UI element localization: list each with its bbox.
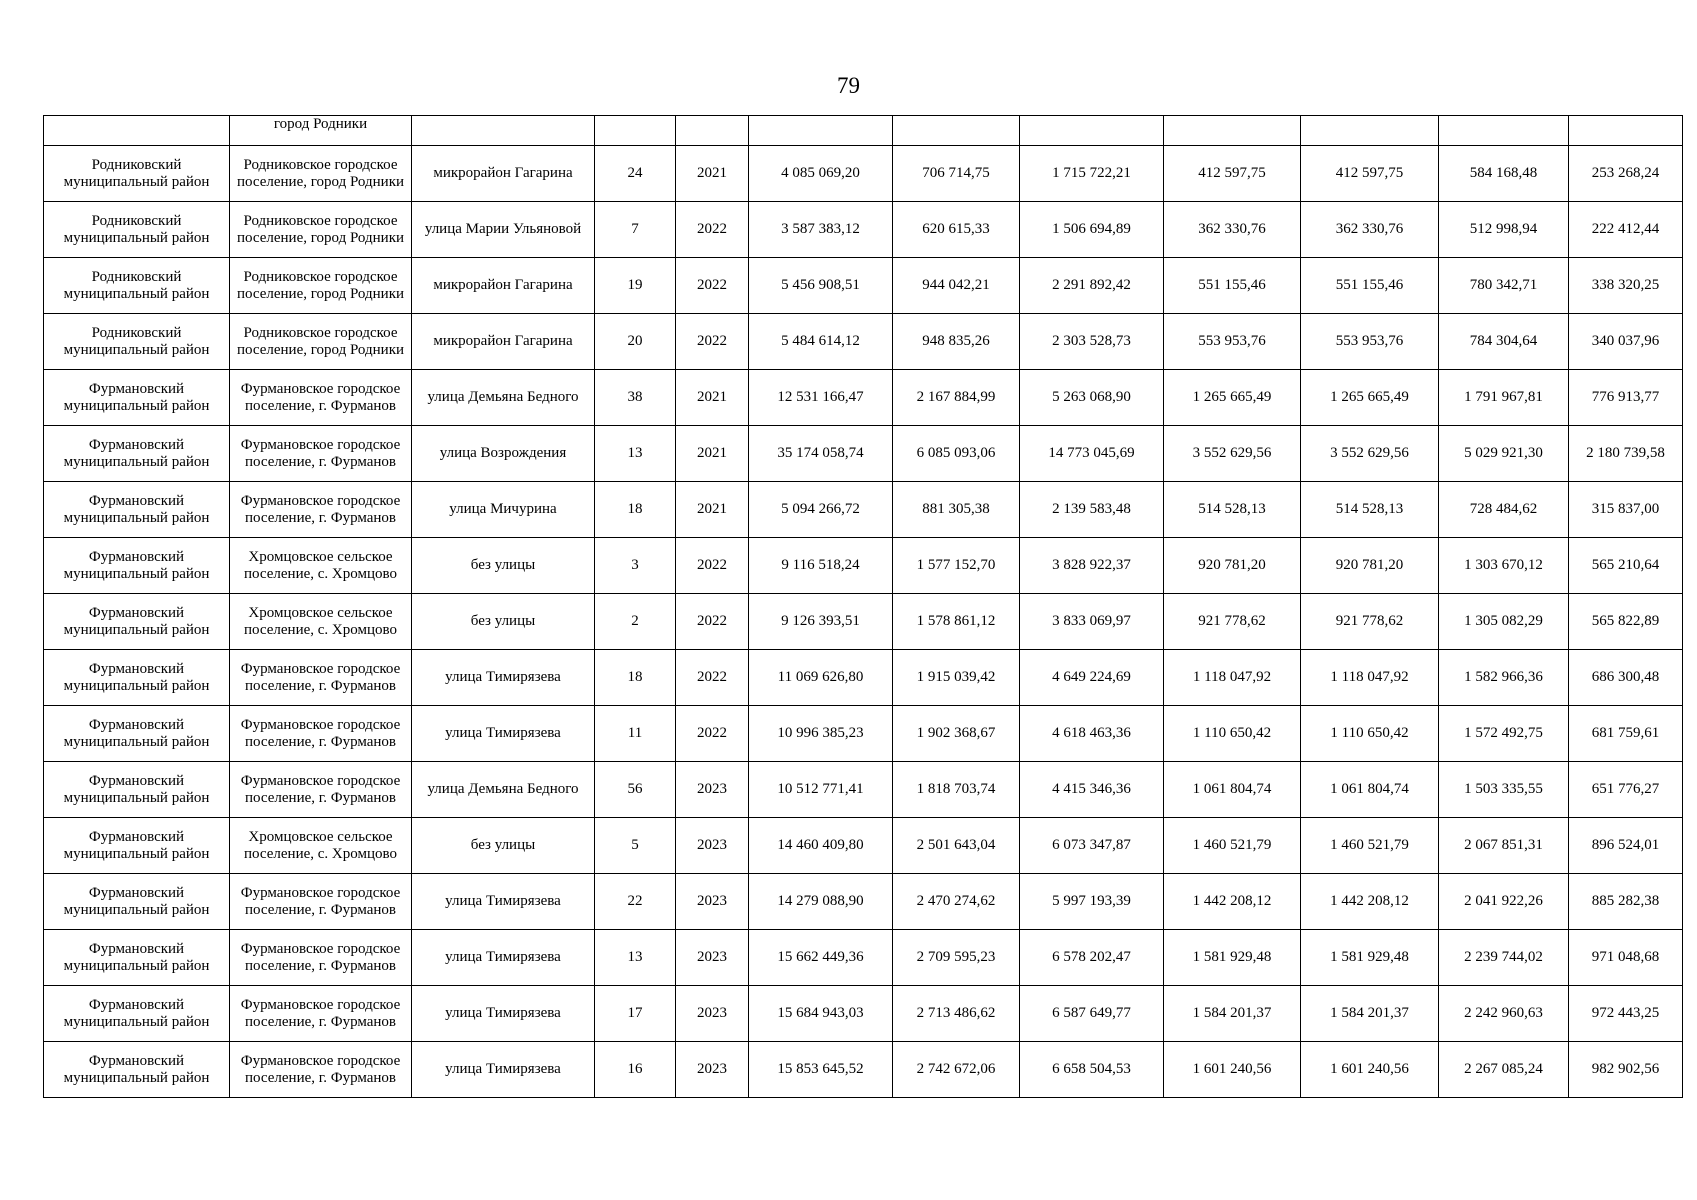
cell-cost-1: 2 501 643,04 <box>893 818 1020 874</box>
cell-district: Фурмановский муниципальный район <box>44 874 230 930</box>
cell-year: 2022 <box>676 258 749 314</box>
cell-cost-6: 565 210,64 <box>1569 538 1683 594</box>
table-row <box>44 594 1683 650</box>
table-row <box>44 426 1683 482</box>
cell-year: 2021 <box>676 370 749 426</box>
cell-cost-5: 5 029 921,30 <box>1439 426 1569 482</box>
cell-cost-6: 651 776,27 <box>1569 762 1683 818</box>
cell-cost-5: 2 239 744,02 <box>1439 930 1569 986</box>
cell-total-cost: 4 085 069,20 <box>749 146 893 202</box>
cell-street: без улицы <box>412 818 595 874</box>
cell-cost-2: 4 618 463,36 <box>1020 706 1164 762</box>
cell-cost-1: 2 742 672,06 <box>893 1042 1020 1098</box>
cell-total-cost: 11 069 626,80 <box>749 650 893 706</box>
cell-total-cost: 15 684 943,03 <box>749 986 893 1042</box>
cell-cost-4: 1 118 047,92 <box>1301 650 1439 706</box>
cell-cost-6: 222 412,44 <box>1569 202 1683 258</box>
cell-cost-5: 2 242 960,63 <box>1439 986 1569 1042</box>
cell-cost-4: 514 528,13 <box>1301 482 1439 538</box>
cell-district: Фурмановский муниципальный район <box>44 650 230 706</box>
cell-cost-1: 620 615,33 <box>893 202 1020 258</box>
cell-cost-1: 948 835,26 <box>893 314 1020 370</box>
cell-cost-2: 14 773 045,69 <box>1020 426 1164 482</box>
cell-cost-2: 2 291 892,42 <box>1020 258 1164 314</box>
cell-year: 2023 <box>676 986 749 1042</box>
cell-settlement: Хромцовское сельское поселение, с. Хромцово <box>230 818 412 874</box>
register-table <box>43 115 1683 1098</box>
table-row <box>44 314 1683 370</box>
cell-cost-6: 340 037,96 <box>1569 314 1683 370</box>
cell-settlement: город Родники <box>230 116 412 146</box>
cell-district: Фурмановский муниципальный район <box>44 986 230 1042</box>
cell-cost-3: 921 778,62 <box>1164 594 1301 650</box>
cell-total-cost: 3 587 383,12 <box>749 202 893 258</box>
cell-cost-3: 514 528,13 <box>1164 482 1301 538</box>
cell-cost-4: 412 597,75 <box>1301 146 1439 202</box>
cell-total-cost: 5 456 908,51 <box>749 258 893 314</box>
cell-street: улица Тимирязева <box>412 930 595 986</box>
cell-street: без улицы <box>412 594 595 650</box>
cell-cost-4: 3 552 629,56 <box>1301 426 1439 482</box>
cell-year <box>676 116 749 146</box>
cell-cost-5: 1 572 492,75 <box>1439 706 1569 762</box>
table-row <box>44 930 1683 986</box>
cell-total-cost: 5 094 266,72 <box>749 482 893 538</box>
cell-cost-1: 881 305,38 <box>893 482 1020 538</box>
cell-district: Родниковский муниципальный район <box>44 314 230 370</box>
cell-cost-4: 1 061 804,74 <box>1301 762 1439 818</box>
cell-year: 2023 <box>676 1042 749 1098</box>
cell-settlement: Родниковское городское поселение, город Родники <box>230 202 412 258</box>
cell-cost-6: 2 180 739,58 <box>1569 426 1683 482</box>
cell-district: Родниковский муниципальный район <box>44 258 230 314</box>
cell-year: 2022 <box>676 538 749 594</box>
cell-cost-4 <box>1301 116 1439 146</box>
cell-cost-2: 6 578 202,47 <box>1020 930 1164 986</box>
cell-cost-5: 2 041 922,26 <box>1439 874 1569 930</box>
cell-cost-6: 982 902,56 <box>1569 1042 1683 1098</box>
cell-cost-2: 6 658 504,53 <box>1020 1042 1164 1098</box>
cell-district: Фурмановский муниципальный район <box>44 762 230 818</box>
cell-house: 7 <box>595 202 676 258</box>
cell-settlement: Фурмановское городское поселение, г. Фурманов <box>230 426 412 482</box>
cell-street: микрорайон Гагарина <box>412 258 595 314</box>
table-row <box>44 1042 1683 1098</box>
cell-house: 56 <box>595 762 676 818</box>
cell-cost-1: 706 714,75 <box>893 146 1020 202</box>
cell-cost-5: 1 503 335,55 <box>1439 762 1569 818</box>
cell-house: 22 <box>595 874 676 930</box>
cell-cost-4: 1 581 929,48 <box>1301 930 1439 986</box>
cell-cost-4: 553 953,76 <box>1301 314 1439 370</box>
cell-street: улица Демьяна Бедного <box>412 762 595 818</box>
cell-year: 2022 <box>676 594 749 650</box>
cell-street: улица Тимирязева <box>412 706 595 762</box>
cell-settlement: Хромцовское сельское поселение, с. Хромцово <box>230 538 412 594</box>
table-row <box>44 538 1683 594</box>
cell-street <box>412 116 595 146</box>
cell-cost-2: 3 833 069,97 <box>1020 594 1164 650</box>
cell-cost-6: 776 913,77 <box>1569 370 1683 426</box>
cell-house: 16 <box>595 1042 676 1098</box>
cell-total-cost: 14 460 409,80 <box>749 818 893 874</box>
cell-district: Фурмановский муниципальный район <box>44 1042 230 1098</box>
cell-total-cost: 5 484 614,12 <box>749 314 893 370</box>
cell-cost-2: 2 303 528,73 <box>1020 314 1164 370</box>
cell-year: 2021 <box>676 482 749 538</box>
cell-cost-6: 338 320,25 <box>1569 258 1683 314</box>
cell-settlement: Родниковское городское поселение, город Родники <box>230 258 412 314</box>
cell-house: 18 <box>595 482 676 538</box>
cell-street: микрорайон Гагарина <box>412 314 595 370</box>
cell-total-cost: 15 853 645,52 <box>749 1042 893 1098</box>
cell-settlement: Фурмановское городское поселение, г. Фурманов <box>230 874 412 930</box>
cell-house: 13 <box>595 426 676 482</box>
cell-cost-6: 315 837,00 <box>1569 482 1683 538</box>
cell-cost-4: 1 460 521,79 <box>1301 818 1439 874</box>
table-row <box>44 986 1683 1042</box>
cell-total-cost: 15 662 449,36 <box>749 930 893 986</box>
cell-settlement: Фурмановское городское поселение, г. Фурманов <box>230 986 412 1042</box>
table-row <box>44 874 1683 930</box>
cell-cost-6: 681 759,61 <box>1569 706 1683 762</box>
cell-cost-4: 1 584 201,37 <box>1301 986 1439 1042</box>
cell-cost-2: 6 587 649,77 <box>1020 986 1164 1042</box>
cell-street: улица Марии Ульяновой <box>412 202 595 258</box>
cell-cost-1: 2 470 274,62 <box>893 874 1020 930</box>
table-row <box>44 650 1683 706</box>
cell-total-cost: 9 116 518,24 <box>749 538 893 594</box>
cell-cost-3: 1 061 804,74 <box>1164 762 1301 818</box>
cell-cost-1: 1 818 703,74 <box>893 762 1020 818</box>
cell-cost-5: 1 791 967,81 <box>1439 370 1569 426</box>
table-row <box>44 762 1683 818</box>
cell-cost-3: 1 601 240,56 <box>1164 1042 1301 1098</box>
cell-cost-4: 1 110 650,42 <box>1301 706 1439 762</box>
cell-cost-4: 921 778,62 <box>1301 594 1439 650</box>
cell-year: 2021 <box>676 146 749 202</box>
cell-cost-4: 551 155,46 <box>1301 258 1439 314</box>
cell-house: 20 <box>595 314 676 370</box>
register-body <box>44 116 1683 1098</box>
cell-total-cost: 10 996 385,23 <box>749 706 893 762</box>
cell-cost-5: 1 582 966,36 <box>1439 650 1569 706</box>
cell-total-cost: 12 531 166,47 <box>749 370 893 426</box>
cell-district: Фурмановский муниципальный район <box>44 482 230 538</box>
cell-settlement: Фурмановское городское поселение, г. Фурманов <box>230 482 412 538</box>
cell-year: 2023 <box>676 874 749 930</box>
cell-cost-6: 253 268,24 <box>1569 146 1683 202</box>
cell-cost-3 <box>1164 116 1301 146</box>
cell-total-cost: 14 279 088,90 <box>749 874 893 930</box>
cell-house: 18 <box>595 650 676 706</box>
cell-cost-1 <box>893 116 1020 146</box>
cell-total-cost: 35 174 058,74 <box>749 426 893 482</box>
cell-cost-6: 686 300,48 <box>1569 650 1683 706</box>
cell-house: 19 <box>595 258 676 314</box>
table-row <box>44 706 1683 762</box>
cell-district: Фурмановский муниципальный район <box>44 370 230 426</box>
cell-settlement: Фурмановское городское поселение, г. Фурманов <box>230 930 412 986</box>
cell-cost-2: 4 415 346,36 <box>1020 762 1164 818</box>
table-row <box>44 482 1683 538</box>
cell-cost-6: 896 524,01 <box>1569 818 1683 874</box>
cell-cost-1: 1 578 861,12 <box>893 594 1020 650</box>
cell-district: Фурмановский муниципальный район <box>44 538 230 594</box>
cell-cost-1: 944 042,21 <box>893 258 1020 314</box>
cell-settlement: Родниковское городское поселение, город Родники <box>230 146 412 202</box>
cell-cost-2: 1 715 722,21 <box>1020 146 1164 202</box>
cell-cost-5: 584 168,48 <box>1439 146 1569 202</box>
cell-cost-5: 728 484,62 <box>1439 482 1569 538</box>
cell-cost-2: 2 139 583,48 <box>1020 482 1164 538</box>
cell-street: микрорайон Гагарина <box>412 146 595 202</box>
cell-cost-3: 553 953,76 <box>1164 314 1301 370</box>
table-row <box>44 370 1683 426</box>
cell-district: Фурмановский муниципальный район <box>44 594 230 650</box>
cell-street: улица Тимирязева <box>412 650 595 706</box>
cell-cost-2: 6 073 347,87 <box>1020 818 1164 874</box>
cell-total-cost: 9 126 393,51 <box>749 594 893 650</box>
table-row <box>44 258 1683 314</box>
cell-cost-1: 2 167 884,99 <box>893 370 1020 426</box>
cell-cost-2 <box>1020 116 1164 146</box>
cell-house: 13 <box>595 930 676 986</box>
cell-cost-3: 1 110 650,42 <box>1164 706 1301 762</box>
cell-cost-1: 2 709 595,23 <box>893 930 1020 986</box>
cell-total-cost <box>749 116 893 146</box>
cell-settlement: Фурмановское городское поселение, г. Фурманов <box>230 370 412 426</box>
cell-house: 5 <box>595 818 676 874</box>
cell-house: 24 <box>595 146 676 202</box>
cell-cost-4: 920 781,20 <box>1301 538 1439 594</box>
cell-year: 2023 <box>676 762 749 818</box>
cell-cost-5: 2 067 851,31 <box>1439 818 1569 874</box>
cell-year: 2022 <box>676 202 749 258</box>
table-row <box>44 818 1683 874</box>
cell-cost-3: 551 155,46 <box>1164 258 1301 314</box>
cell-cost-6: 972 443,25 <box>1569 986 1683 1042</box>
cell-cost-3: 1 584 201,37 <box>1164 986 1301 1042</box>
cell-cost-3: 3 552 629,56 <box>1164 426 1301 482</box>
cell-district <box>44 116 230 146</box>
cell-cost-3: 412 597,75 <box>1164 146 1301 202</box>
cell-year: 2022 <box>676 650 749 706</box>
cell-total-cost: 10 512 771,41 <box>749 762 893 818</box>
cell-house: 17 <box>595 986 676 1042</box>
cell-street: без улицы <box>412 538 595 594</box>
cell-cost-3: 920 781,20 <box>1164 538 1301 594</box>
cell-cost-5: 512 998,94 <box>1439 202 1569 258</box>
cell-cost-2: 5 997 193,39 <box>1020 874 1164 930</box>
cell-settlement: Фурмановское городское поселение, г. Фурманов <box>230 1042 412 1098</box>
cell-cost-6: 885 282,38 <box>1569 874 1683 930</box>
cell-cost-2: 1 506 694,89 <box>1020 202 1164 258</box>
cell-district: Фурмановский муниципальный район <box>44 706 230 762</box>
cell-cost-2: 4 649 224,69 <box>1020 650 1164 706</box>
cell-settlement: Хромцовское сельское поселение, с. Хромцово <box>230 594 412 650</box>
cell-cost-4: 362 330,76 <box>1301 202 1439 258</box>
cell-settlement: Фурмановское городское поселение, г. Фурманов <box>230 762 412 818</box>
cell-cost-4: 1 442 208,12 <box>1301 874 1439 930</box>
cell-cost-6: 565 822,89 <box>1569 594 1683 650</box>
cell-cost-1: 1 902 368,67 <box>893 706 1020 762</box>
cell-cost-5: 2 267 085,24 <box>1439 1042 1569 1098</box>
cell-cost-3: 1 581 929,48 <box>1164 930 1301 986</box>
cell-cost-4: 1 601 240,56 <box>1301 1042 1439 1098</box>
cell-district: Фурмановский муниципальный район <box>44 930 230 986</box>
cell-cost-5: 780 342,71 <box>1439 258 1569 314</box>
cell-cost-6: 971 048,68 <box>1569 930 1683 986</box>
cell-settlement: Фурмановское городское поселение, г. Фурманов <box>230 650 412 706</box>
cell-house <box>595 116 676 146</box>
cell-district: Родниковский муниципальный район <box>44 146 230 202</box>
cell-cost-1: 1 915 039,42 <box>893 650 1020 706</box>
cell-cost-5: 1 305 082,29 <box>1439 594 1569 650</box>
cell-house: 2 <box>595 594 676 650</box>
cell-cost-1: 1 577 152,70 <box>893 538 1020 594</box>
cell-district: Фурмановский муниципальный район <box>44 426 230 482</box>
cell-year: 2023 <box>676 818 749 874</box>
cell-street: улица Мичурина <box>412 482 595 538</box>
cell-settlement: Фурмановское городское поселение, г. Фурманов <box>230 706 412 762</box>
cell-cost-3: 362 330,76 <box>1164 202 1301 258</box>
cell-cost-5: 1 303 670,12 <box>1439 538 1569 594</box>
cell-district: Фурмановский муниципальный район <box>44 818 230 874</box>
cell-cost-2: 3 828 922,37 <box>1020 538 1164 594</box>
cell-year: 2022 <box>676 314 749 370</box>
cell-street: улица Тимирязева <box>412 986 595 1042</box>
cell-cost-5 <box>1439 116 1569 146</box>
cell-cost-1: 6 085 093,06 <box>893 426 1020 482</box>
cell-settlement: Родниковское городское поселение, город Родники <box>230 314 412 370</box>
cell-year: 2022 <box>676 706 749 762</box>
cell-cost-4: 1 265 665,49 <box>1301 370 1439 426</box>
cell-street: улица Демьяна Бедного <box>412 370 595 426</box>
cell-street: улица Возрождения <box>412 426 595 482</box>
cell-cost-3: 1 460 521,79 <box>1164 818 1301 874</box>
cell-cost-3: 1 442 208,12 <box>1164 874 1301 930</box>
cell-cost-5: 784 304,64 <box>1439 314 1569 370</box>
cell-year: 2023 <box>676 930 749 986</box>
cell-district: Родниковский муниципальный район <box>44 202 230 258</box>
cell-house: 38 <box>595 370 676 426</box>
cell-street: улица Тимирязева <box>412 874 595 930</box>
cell-cost-6 <box>1569 116 1683 146</box>
cell-cost-3: 1 118 047,92 <box>1164 650 1301 706</box>
cell-year: 2021 <box>676 426 749 482</box>
cell-street: улица Тимирязева <box>412 1042 595 1098</box>
cell-house: 3 <box>595 538 676 594</box>
cell-cost-3: 1 265 665,49 <box>1164 370 1301 426</box>
cell-cost-2: 5 263 068,90 <box>1020 370 1164 426</box>
continuation-row <box>44 116 1683 146</box>
cell-house: 11 <box>595 706 676 762</box>
table-row <box>44 146 1683 202</box>
cell-cost-1: 2 713 486,62 <box>893 986 1020 1042</box>
page-number: 79 <box>837 73 860 98</box>
table-row <box>44 202 1683 258</box>
